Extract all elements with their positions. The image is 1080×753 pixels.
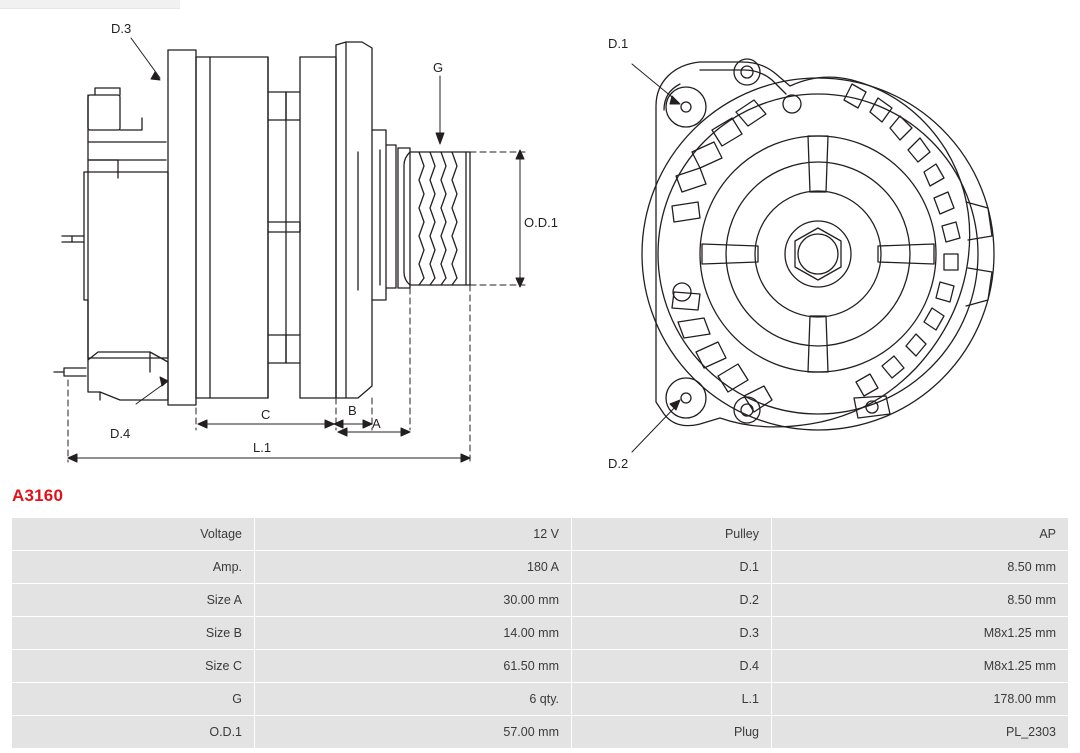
table-row — [12, 650, 1069, 683]
spec-value: 14.00 mm — [255, 617, 572, 650]
spec-label: O.D.1 — [12, 716, 255, 749]
spec-label: Size A — [12, 584, 255, 617]
spec-label-2: Plug — [572, 716, 772, 749]
spec-value: 6 qty. — [255, 683, 572, 716]
spec-label-2: D.4 — [572, 650, 772, 683]
spec-value: 12 V — [255, 518, 572, 551]
label-b: B — [348, 403, 357, 418]
spec-label-2: D.2 — [572, 584, 772, 617]
part-number: A3160 — [12, 486, 64, 505]
spec-label-2: Pulley — [572, 518, 772, 551]
spec-value: 57.00 mm — [255, 716, 572, 749]
label-c: C — [261, 407, 271, 422]
spec-label: Amp. — [12, 551, 255, 584]
spec-value-2: AP — [772, 518, 1069, 551]
table-row — [12, 683, 1069, 716]
label-d1: D.1 — [608, 36, 629, 51]
table-row — [12, 518, 1069, 551]
label-od1: O.D.1 — [524, 215, 558, 230]
label-g: G — [433, 60, 444, 75]
label-d3: D.3 — [111, 21, 132, 36]
spec-value-2: PL_2303 — [772, 716, 1069, 749]
label-a: A — [372, 416, 381, 431]
spec-value-2: 8.50 mm — [772, 551, 1069, 584]
label-l1: L.1 — [253, 440, 272, 455]
spec-label-2: D.1 — [572, 551, 772, 584]
spec-label-2: L.1 — [572, 683, 772, 716]
spec-value: 30.00 mm — [255, 584, 572, 617]
spec-value-2: 178.00 mm — [772, 683, 1069, 716]
front-view-assembly — [642, 59, 994, 430]
spec-label-2: D.3 — [572, 617, 772, 650]
specifications-table — [11, 517, 1069, 749]
table-row — [12, 584, 1069, 617]
spec-value-2: M8x1.25 mm — [772, 650, 1069, 683]
label-d4: D.4 — [110, 426, 131, 441]
table-row — [12, 617, 1069, 650]
table-row — [12, 716, 1069, 749]
spec-value-2: M8x1.25 mm — [772, 617, 1069, 650]
side-view-assembly — [54, 42, 470, 405]
spec-label: Voltage — [12, 518, 255, 551]
spec-value-2: 8.50 mm — [772, 584, 1069, 617]
spec-value: 180 A — [255, 551, 572, 584]
table-row — [12, 551, 1069, 584]
spec-label: G — [12, 683, 255, 716]
spec-label: Size C — [12, 650, 255, 683]
spec-value: 61.50 mm — [255, 650, 572, 683]
spec-label: Size B — [12, 617, 255, 650]
label-d2: D.2 — [608, 456, 629, 471]
